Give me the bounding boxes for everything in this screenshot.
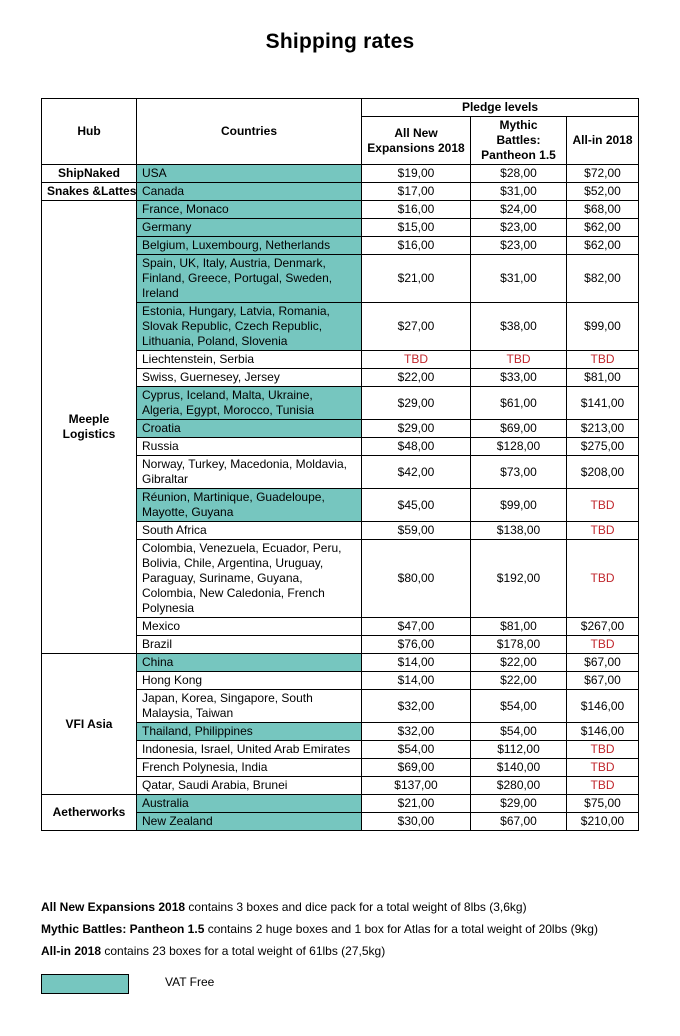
countries-cell: Qatar, Saudi Arabia, Brunei xyxy=(137,777,362,795)
notes xyxy=(41,896,661,962)
all-in-price: $82,00 xyxy=(567,255,639,303)
all-new-expansions-price: $16,00 xyxy=(362,201,471,219)
countries-cell: USA xyxy=(137,165,362,183)
countries-cell: France, Monaco xyxy=(137,201,362,219)
all-new-expansions-price: $21,00 xyxy=(362,795,471,813)
all-in-price: $146,00 xyxy=(567,690,639,723)
all-new-expansions-price: $21,00 xyxy=(362,255,471,303)
all-new-expansions-price: $48,00 xyxy=(362,438,471,456)
all-new-expansions-price: $54,00 xyxy=(362,741,471,759)
countries-cell: Estonia, Hungary, Latvia, Romania, Slovak Republic, Czech Republic, Lithuania, Poland, Slovenia xyxy=(137,303,362,351)
all-new-expansions-price: $17,00 xyxy=(362,183,471,201)
pledge-levels-header: Pledge levels xyxy=(362,99,639,117)
all-in-price: $141,00 xyxy=(567,387,639,420)
all-new-expansions-price: $29,00 xyxy=(362,420,471,438)
mythic-battles-price: $73,00 xyxy=(471,456,567,489)
all-in-price: TBD xyxy=(567,540,639,618)
mythic-battles-price: $54,00 xyxy=(471,723,567,741)
countries-cell: Hong Kong xyxy=(137,672,362,690)
countries-cell: Belgium, Luxembourg, Netherlands xyxy=(137,237,362,255)
mythic-battles-price: $61,00 xyxy=(471,387,567,420)
all-new-expansions-price: $14,00 xyxy=(362,654,471,672)
all-new-expansions-price: $30,00 xyxy=(362,813,471,831)
all-in-price: $99,00 xyxy=(567,303,639,351)
mythic-battles-price: $38,00 xyxy=(471,303,567,351)
mythic-battles-price: TBD xyxy=(471,351,567,369)
all-in-price: TBD xyxy=(567,777,639,795)
all-in-price: $275,00 xyxy=(567,438,639,456)
countries-cell: Canada xyxy=(137,183,362,201)
mythic-battles-price: $23,00 xyxy=(471,237,567,255)
all-in-price: $68,00 xyxy=(567,201,639,219)
all-in-price: $67,00 xyxy=(567,654,639,672)
countries-cell: Mexico xyxy=(137,618,362,636)
countries-cell: Colombia, Venezuela, Ecuador, Peru, Bolivia, Chile, Argentina, Uruguay, Paraguay, Suriname, Guyana, Colombia, New Caledonia, French Polynesia xyxy=(137,540,362,618)
rates-body xyxy=(42,165,639,831)
all-in-price: $62,00 xyxy=(567,219,639,237)
countries-cell: Cyprus, Iceland, Malta, Ukraine, Algeria, Egypt, Morocco, Tunisia xyxy=(137,387,362,420)
mythic-battles-price: $67,00 xyxy=(471,813,567,831)
all-in-price: $146,00 xyxy=(567,723,639,741)
hub-header: Hub xyxy=(42,99,137,165)
table-row xyxy=(42,183,639,201)
note-line xyxy=(41,918,661,940)
all-in-price: TBD xyxy=(567,489,639,522)
all-in-price: $75,00 xyxy=(567,795,639,813)
countries-cell: Thailand, Philippines xyxy=(137,723,362,741)
countries-header: Countries xyxy=(137,99,362,165)
all-in-price: $52,00 xyxy=(567,183,639,201)
note-bold: Mythic Battles: Pantheon 1.5 xyxy=(41,922,205,936)
all-new-expansions-price: $69,00 xyxy=(362,759,471,777)
all-new-expansions-price: $22,00 xyxy=(362,369,471,387)
countries-cell: Réunion, Martinique, Guadeloupe, Mayotte, Guyana xyxy=(137,489,362,522)
all-in-price: TBD xyxy=(567,741,639,759)
all-new-expansions-price: $14,00 xyxy=(362,672,471,690)
mythic-battles-price: $31,00 xyxy=(471,255,567,303)
countries-cell: South Africa xyxy=(137,522,362,540)
all-new-expansions-price: $45,00 xyxy=(362,489,471,522)
mythic-battles-price: $192,00 xyxy=(471,540,567,618)
mythic-battles-price: $54,00 xyxy=(471,690,567,723)
note-bold: All-in 2018 xyxy=(41,944,102,958)
note-line xyxy=(41,896,661,918)
mythic-battles-price: $280,00 xyxy=(471,777,567,795)
header-row xyxy=(42,99,639,117)
hub-name: VFI Asia xyxy=(42,654,137,795)
all-in-price: $72,00 xyxy=(567,165,639,183)
all-new-expansions-price: $29,00 xyxy=(362,387,471,420)
all-new-expansions-price: $19,00 xyxy=(362,165,471,183)
all-new-expansions-price: TBD xyxy=(362,351,471,369)
mythic-battles-price: $33,00 xyxy=(471,369,567,387)
countries-cell: China xyxy=(137,654,362,672)
countries-cell: Norway, Turkey, Macedonia, Moldavia, Gibraltar xyxy=(137,456,362,489)
table-row xyxy=(42,165,639,183)
legend-label: VAT Free xyxy=(165,975,215,989)
countries-cell: Indonesia, Israel, United Arab Emirates xyxy=(137,741,362,759)
countries-cell: Croatia xyxy=(137,420,362,438)
hub-name: ShipNaked xyxy=(42,165,137,183)
hub-name: Aetherworks xyxy=(42,795,137,831)
mythic-battles-price: $178,00 xyxy=(471,636,567,654)
all-new-expansions-price: $137,00 xyxy=(362,777,471,795)
shipping-rates-table xyxy=(41,98,639,831)
note-line xyxy=(41,940,661,962)
all-new-expansions-price: $59,00 xyxy=(362,522,471,540)
hub-name: Meeple Logistics xyxy=(42,201,137,654)
all-in-price: $208,00 xyxy=(567,456,639,489)
note-bold: All New Expansions 2018 xyxy=(41,900,186,914)
all-in-price: $213,00 xyxy=(567,420,639,438)
table-row xyxy=(42,201,639,219)
all-new-expansions-price: $47,00 xyxy=(362,618,471,636)
mythic-battles-header: Mythic Battles: Pantheon 1.5 xyxy=(471,117,567,165)
all-new-expansions-price: $27,00 xyxy=(362,303,471,351)
page-title: Shipping rates xyxy=(265,30,415,53)
mythic-battles-price: $128,00 xyxy=(471,438,567,456)
all-new-expansions-price: $42,00 xyxy=(362,456,471,489)
all-in-price: $67,00 xyxy=(567,672,639,690)
all-in-price: TBD xyxy=(567,636,639,654)
all-new-expansions-price: $32,00 xyxy=(362,723,471,741)
countries-cell: Liechtenstein, Serbia xyxy=(137,351,362,369)
all-in-price: $210,00 xyxy=(567,813,639,831)
all-new-expansions-header: All New Expansions 2018 xyxy=(362,117,471,165)
countries-cell: Russia xyxy=(137,438,362,456)
countries-cell: Brazil xyxy=(137,636,362,654)
all-in-price: $81,00 xyxy=(567,369,639,387)
mythic-battles-price: $28,00 xyxy=(471,165,567,183)
countries-cell: French Polynesia, India xyxy=(137,759,362,777)
mythic-battles-price: $22,00 xyxy=(471,672,567,690)
mythic-battles-price: $69,00 xyxy=(471,420,567,438)
table-row xyxy=(42,654,639,672)
all-new-expansions-price: $76,00 xyxy=(362,636,471,654)
all-in-price: TBD xyxy=(567,759,639,777)
countries-cell: Swiss, Guernesey, Jersey xyxy=(137,369,362,387)
mythic-battles-price: $81,00 xyxy=(471,618,567,636)
all-new-expansions-price: $80,00 xyxy=(362,540,471,618)
mythic-battles-price: $22,00 xyxy=(471,654,567,672)
mythic-battles-price: $112,00 xyxy=(471,741,567,759)
note-text: contains 2 huge boxes and 1 box for Atlas for a total weight of 20lbs (9kg) xyxy=(204,922,598,936)
all-in-price: TBD xyxy=(567,522,639,540)
mythic-battles-price: $23,00 xyxy=(471,219,567,237)
mythic-battles-price: $99,00 xyxy=(471,489,567,522)
all-in-price: $62,00 xyxy=(567,237,639,255)
countries-cell: New Zealand xyxy=(137,813,362,831)
mythic-battles-price: $31,00 xyxy=(471,183,567,201)
note-text: contains 23 boxes for a total weight of 61lbs (27,5kg) xyxy=(101,944,386,958)
mythic-battles-price: $140,00 xyxy=(471,759,567,777)
countries-cell: Spain, UK, Italy, Austria, Denmark, Finland, Greece, Portugal, Sweden, Ireland xyxy=(137,255,362,303)
all-in-price: $267,00 xyxy=(567,618,639,636)
hub-name: Snakes &Lattes xyxy=(42,183,137,201)
all-in-header: All-in 2018 xyxy=(567,117,639,165)
table-row xyxy=(42,795,639,813)
all-new-expansions-price: $16,00 xyxy=(362,237,471,255)
all-new-expansions-price: $32,00 xyxy=(362,690,471,723)
mythic-battles-price: $24,00 xyxy=(471,201,567,219)
all-new-expansions-price: $15,00 xyxy=(362,219,471,237)
note-text: contains 3 boxes and dice pack for a total weight of 8lbs (3,6kg) xyxy=(185,900,527,914)
all-in-price: TBD xyxy=(567,351,639,369)
mythic-battles-price: $138,00 xyxy=(471,522,567,540)
mythic-battles-price: $29,00 xyxy=(471,795,567,813)
countries-cell: Australia xyxy=(137,795,362,813)
countries-cell: Germany xyxy=(137,219,362,237)
countries-cell: Japan, Korea, Singapore, South Malaysia, Taiwan xyxy=(137,690,362,723)
vat-free-swatch xyxy=(41,974,129,994)
